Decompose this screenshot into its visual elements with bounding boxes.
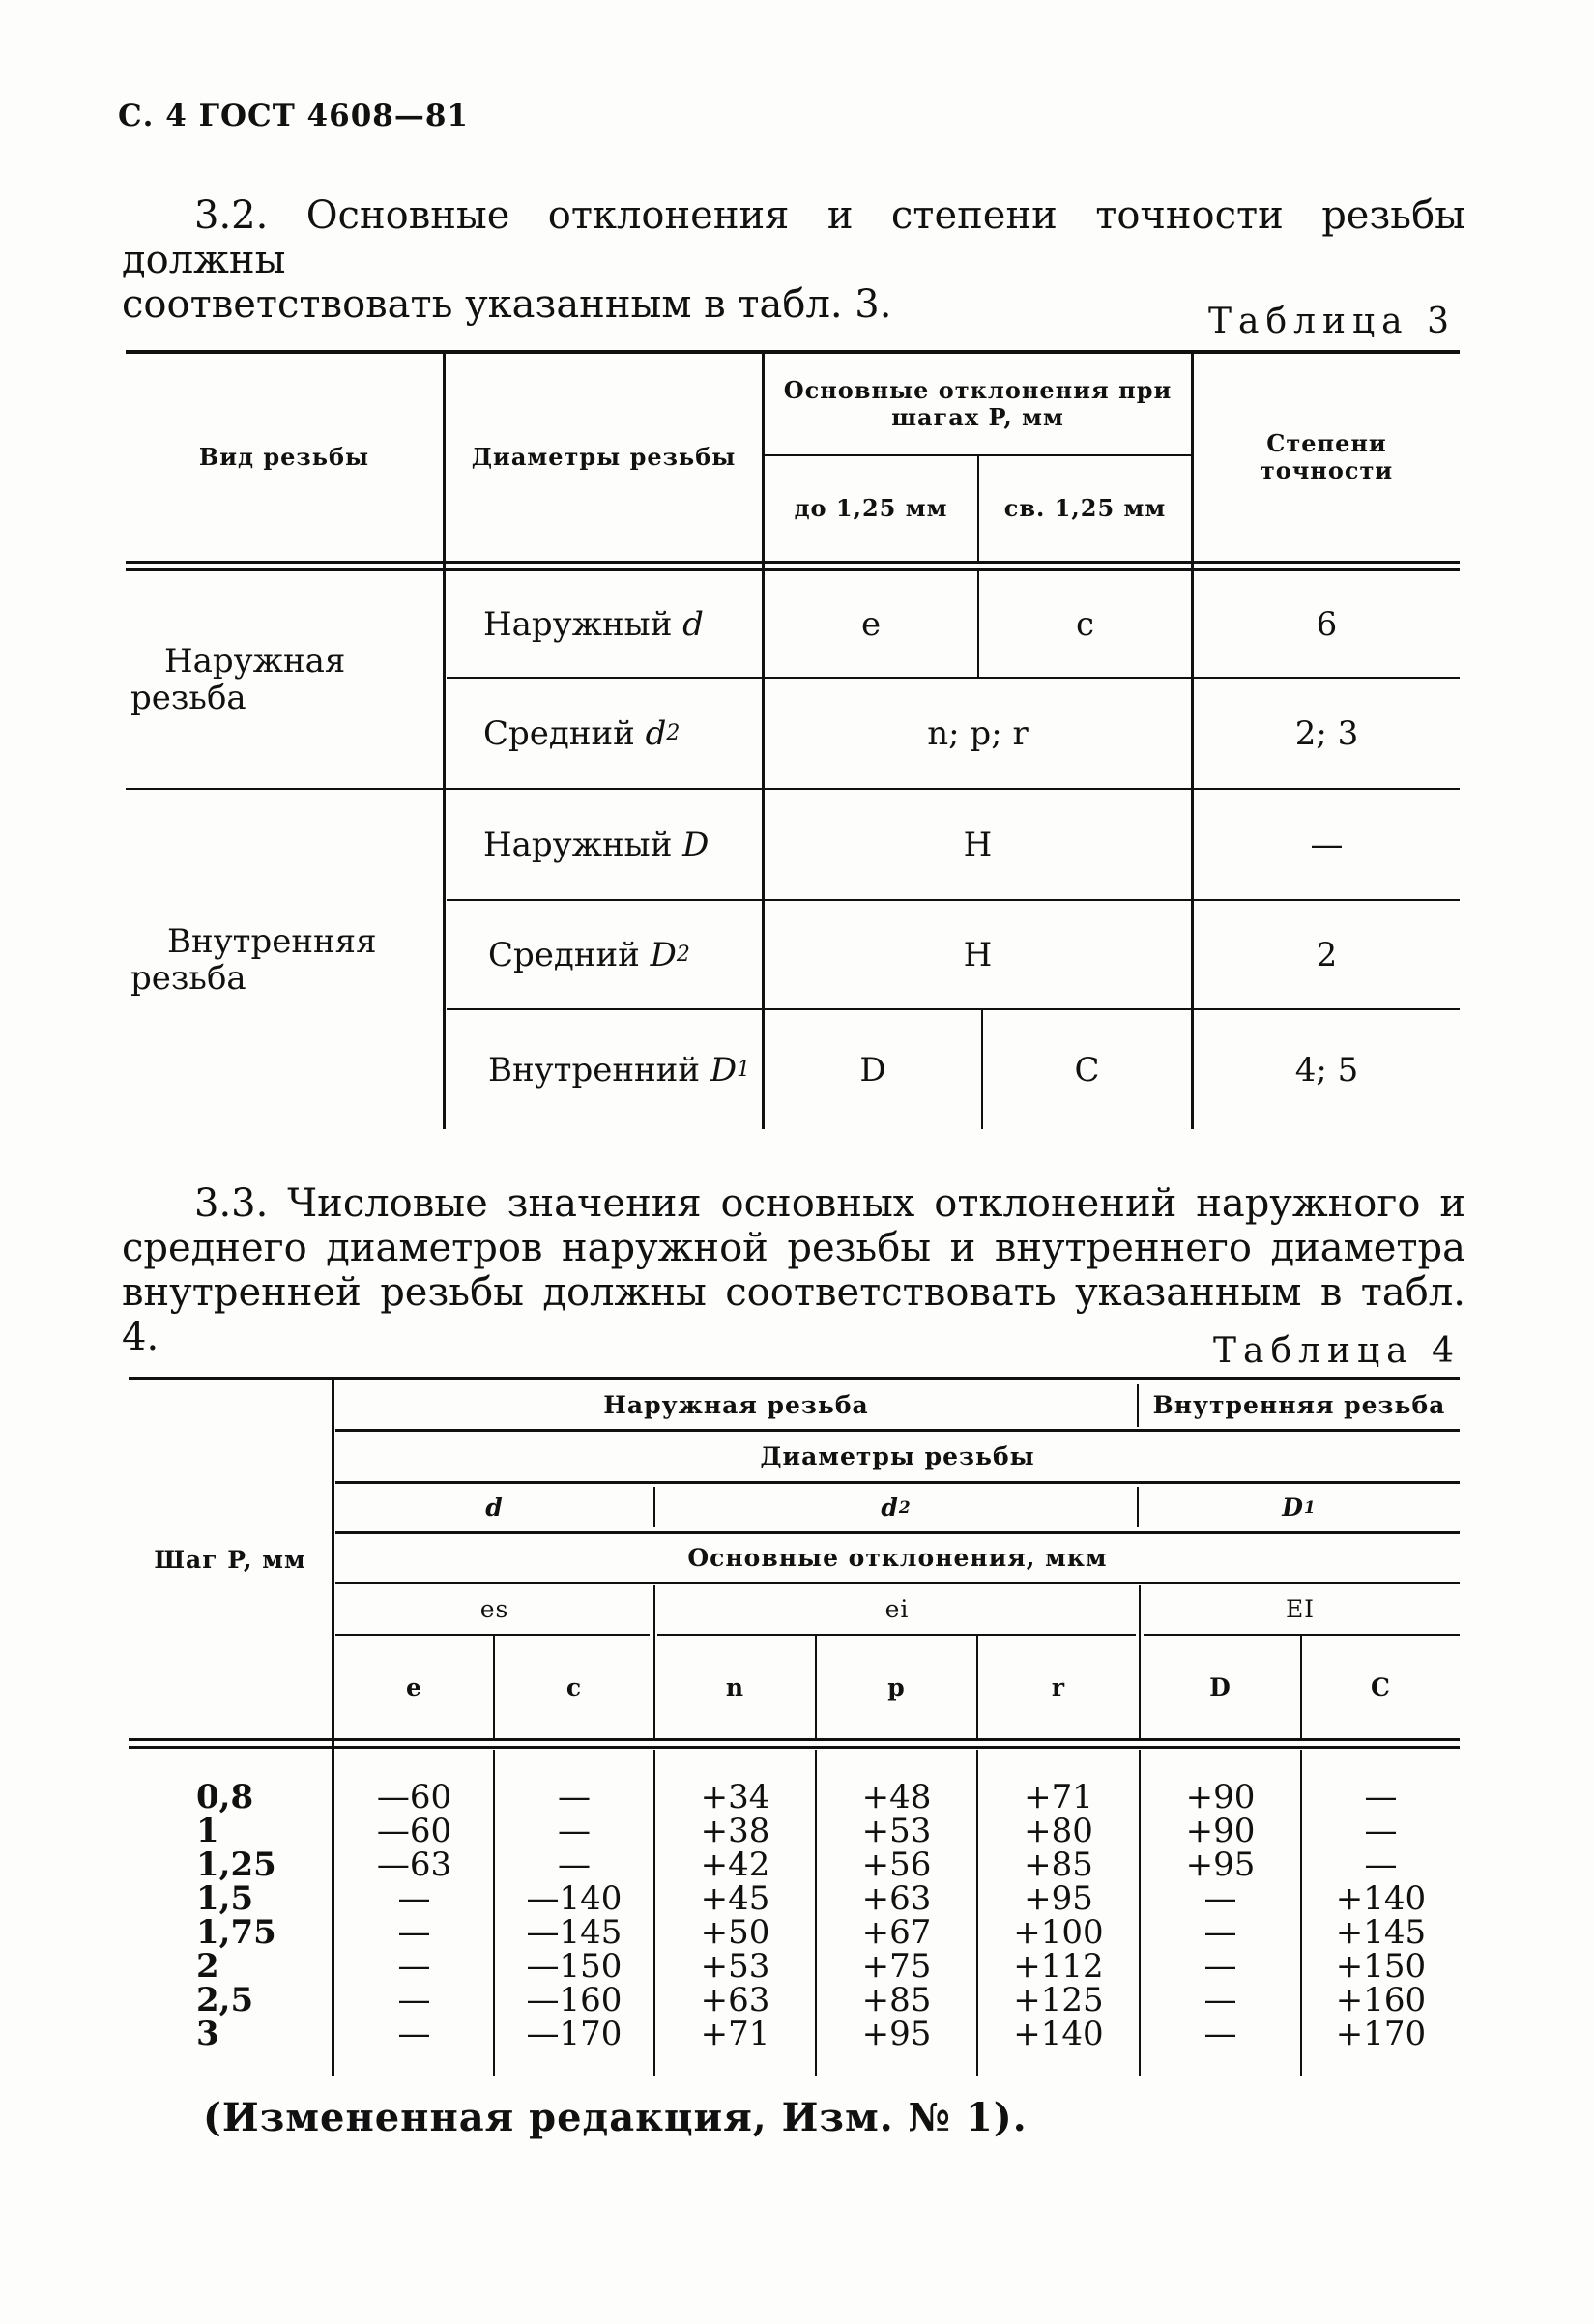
t4-cell: — [1203, 1947, 1237, 1986]
t3-row-4-deviation: H [963, 935, 993, 974]
t4-header-D1 [1139, 1484, 1460, 1531]
t4-cell: — [1203, 1879, 1237, 1918]
t4-column-pitch [196, 1778, 276, 2053]
t3-header-deviations [765, 354, 1191, 454]
t4-cell: +42 [700, 1845, 770, 1884]
t4-subheader-p: p [887, 1672, 906, 1701]
t4-cell: +50 [700, 1913, 770, 1952]
t4-cell: — [558, 1845, 591, 1884]
t4-cell: — [558, 1778, 591, 1816]
t3-row-5-up-to: D [859, 1050, 886, 1089]
t3-row-3-accuracy: — [1310, 825, 1344, 864]
t4-header-deviations: Основные отклонения, мкм [687, 1544, 1108, 1572]
t3-header-diameters: Диаметры резьбы [471, 443, 737, 471]
paragraph-3-3-line-1: 3.3. Числовые значения основных отклонений наружного и [194, 1181, 1465, 1226]
t3-group-external-line-1: Наружная [164, 642, 346, 681]
t3-row-2-diameter-name: Средний [483, 713, 635, 753]
t4-header-external: Наружная резьба [603, 1390, 869, 1419]
t4-subheader-e: e [406, 1672, 422, 1701]
t4-cell: — [1364, 1845, 1398, 1884]
t3-header-deviations-line-1: Основные отклонения при [783, 376, 1173, 404]
t3-group-external-line-2: резьба [130, 679, 246, 717]
t4-cell: — [1203, 2015, 1237, 2053]
t3-row-4-accuracy: 2 [1316, 935, 1338, 974]
paragraph-3-2-line-1: 3.2. Основные отклонения и степени точности резьбы должны [122, 193, 1465, 282]
t4-header-D1-sub: 1 [1303, 1497, 1317, 1518]
t4-header-d2-symbol: d [881, 1494, 899, 1522]
paragraph-3-3-line-2: среднего диаметров наружной резьбы и внутреннего диаметра [122, 1226, 1465, 1270]
amendment-note: (Измененная редакция, Изм. № 1). [203, 2095, 1028, 2140]
t3-row-5-diameter-symbol: D [710, 1050, 738, 1089]
t4-cell: 2,5 [196, 1981, 254, 2019]
t4-column-n [655, 1778, 815, 2053]
t4-cell: +100 [1013, 1913, 1104, 1952]
t4-cell: +80 [1024, 1812, 1093, 1850]
t4-cell: +63 [861, 1879, 932, 1918]
t3-row-3-diameter-name: Наружный [483, 825, 673, 864]
t3-row-1-up-to: e [860, 604, 882, 644]
t4-cell: —60 [376, 1812, 452, 1850]
t3-row-3-diameter-symbol: D [682, 825, 710, 864]
t3-row-1-diameter-symbol: d [682, 604, 704, 644]
t4-cell: +67 [861, 1913, 932, 1952]
table-3-caption: Таблица 3 [1208, 302, 1456, 341]
t3-header-accuracy [1194, 354, 1460, 561]
t4-cell: +90 [1185, 1812, 1256, 1850]
paragraph-3-2-line-2: соответствовать указанным в табл. 3. [122, 282, 892, 327]
t4-header-d-symbol: d [485, 1494, 504, 1522]
t4-cell: —60 [376, 1778, 452, 1816]
t4-cell: 1,25 [196, 1845, 276, 1884]
t3-row-1-diameter-name: Наружный [483, 604, 673, 644]
t3-group-internal-line-2: резьба [130, 958, 246, 998]
t4-cell: +63 [700, 1981, 770, 2019]
t4-cell: —150 [526, 1947, 623, 1986]
t4-column-C [1302, 1778, 1460, 2053]
t4-header-d2 [655, 1484, 1137, 1531]
t4-cell: +53 [861, 1812, 932, 1850]
t4-header-EI: EI [1285, 1595, 1316, 1623]
t4-header-diameters: Диаметры резьбы [760, 1442, 1035, 1470]
t4-cell: +125 [1013, 1981, 1104, 2019]
t4-cell: 1 [196, 1812, 219, 1850]
t3-group-internal-line-1: Внутренняя [167, 921, 377, 961]
t3-row-4-diameter-sub: 2 [676, 943, 690, 967]
t4-column-p [817, 1778, 976, 2053]
t4-cell: 3 [196, 2015, 219, 2053]
t4-cell: +95 [1185, 1845, 1256, 1884]
t3-row-1-over: c [1075, 604, 1095, 644]
t4-cell: +95 [1024, 1879, 1093, 1918]
t4-cell: +170 [1335, 2015, 1427, 2053]
t4-cell: —160 [526, 1981, 623, 2019]
t4-subheader-c: c [565, 1672, 583, 1701]
t3-row-4-diameter-symbol: D [650, 935, 677, 974]
t4-cell: +145 [1335, 1913, 1427, 1952]
t4-cell: —145 [526, 1913, 623, 1952]
t3-row-4-diameter-name: Средний [488, 935, 640, 974]
t4-cell: +112 [1013, 1947, 1104, 1986]
t4-header-d [335, 1484, 653, 1531]
t3-row-5-accuracy: 4; 5 [1294, 1050, 1359, 1089]
t3-row-3-deviation: H [963, 825, 993, 864]
t4-column-c [495, 1778, 653, 2053]
t3-row-2-deviation: n; p; r [927, 713, 1029, 753]
t4-subheader-D: D [1209, 1672, 1232, 1701]
t3-group-internal [130, 790, 440, 1129]
t4-cell: 1,75 [196, 1913, 276, 1952]
t3-row-5-diameter-sub: 1 [737, 1058, 751, 1082]
t4-subheader-C: C [1371, 1672, 1391, 1701]
t4-cell: —63 [376, 1845, 452, 1884]
t3-row-1-accuracy: 6 [1316, 604, 1338, 644]
t4-subheader-r: r [1051, 1672, 1066, 1701]
t4-cell: +75 [861, 1947, 932, 1986]
t4-column-r [978, 1778, 1139, 2053]
t4-cell: +71 [700, 2015, 770, 2053]
table-4-caption: Таблица 4 [1213, 1331, 1461, 1371]
t3-row-3-diameter [483, 790, 762, 899]
t4-subheader-n: n [725, 1672, 745, 1701]
t4-cell: +38 [700, 1812, 770, 1850]
t3-row-2-diameter-sub: 2 [666, 721, 681, 745]
t4-column-D [1141, 1778, 1300, 2053]
t4-cell: — [1203, 1981, 1237, 2019]
t4-header-pitch: Шаг P, мм [154, 1545, 306, 1574]
t4-cell: 0,8 [196, 1778, 254, 1816]
t4-cell: +53 [700, 1947, 770, 1986]
t4-cell: +34 [700, 1778, 770, 1816]
t3-header-accuracy-line-1: Степени [1266, 429, 1387, 457]
t4-cell: — [1364, 1812, 1398, 1850]
t3-header-accuracy-line-2: точности [1260, 456, 1394, 484]
t4-cell: +71 [1024, 1778, 1093, 1816]
t4-cell: +56 [861, 1845, 932, 1884]
t3-header-deviations-line-2: шагах P, мм [891, 403, 1064, 431]
t4-cell: — [397, 1879, 431, 1918]
t4-cell: — [397, 2015, 431, 2053]
t4-cell: +85 [861, 1981, 932, 2019]
t3-row-4-diameter [488, 901, 762, 1008]
t4-cell: — [397, 1947, 431, 1986]
t4-header-es: es [479, 1595, 509, 1623]
t3-header-over: св. 1,25 мм [1003, 494, 1167, 522]
t4-cell: +160 [1335, 1981, 1427, 2019]
t3-row-5-diameter-name: Внутренний [488, 1050, 700, 1089]
t4-header-d2-sub: 2 [898, 1497, 912, 1518]
t4-cell: +48 [861, 1778, 932, 1816]
t3-row-5-diameter [488, 1010, 762, 1129]
t4-header-D1-symbol: D [1282, 1494, 1304, 1522]
t4-cell: — [1203, 1913, 1237, 1952]
t4-column-e [335, 1778, 493, 2053]
t3-row-2-accuracy: 2; 3 [1294, 713, 1359, 753]
t4-header-internal: Внутренняя резьба [1152, 1390, 1446, 1419]
t4-cell: +140 [1013, 2015, 1104, 2053]
t4-cell: — [397, 1981, 431, 2019]
t4-cell: — [558, 1812, 591, 1850]
t3-row-2-diameter-symbol: d [645, 713, 667, 753]
paragraph-3-3-line-3: внутренней резьбы должны соответствовать указанным в табл. 4. [122, 1270, 1465, 1359]
t4-cell: —140 [526, 1879, 623, 1918]
t4-cell: +95 [861, 2015, 932, 2053]
t4-cell: +85 [1024, 1845, 1093, 1884]
t4-cell: +140 [1335, 1879, 1427, 1918]
t3-row-1-diameter [483, 571, 762, 677]
t4-cell: +150 [1335, 1947, 1427, 1986]
t4-cell: 2 [196, 1947, 219, 1986]
t4-cell: +90 [1185, 1778, 1256, 1816]
t4-cell: +45 [700, 1879, 770, 1918]
t4-header-ei: ei [884, 1595, 910, 1623]
t4-cell: — [397, 1913, 431, 1952]
t3-row-5-over: C [1074, 1050, 1100, 1089]
t4-cell: —170 [526, 2015, 623, 2053]
t3-row-2-diameter [483, 679, 762, 788]
t4-cell: 1,5 [196, 1879, 254, 1918]
t3-group-external [130, 571, 440, 788]
page-header: С. 4 ГОСТ 4608—81 [118, 99, 469, 133]
t3-header-up-to: до 1,25 мм [794, 494, 948, 522]
t4-cell: — [1364, 1778, 1398, 1816]
t3-header-kind: Вид резьбы [198, 443, 370, 471]
